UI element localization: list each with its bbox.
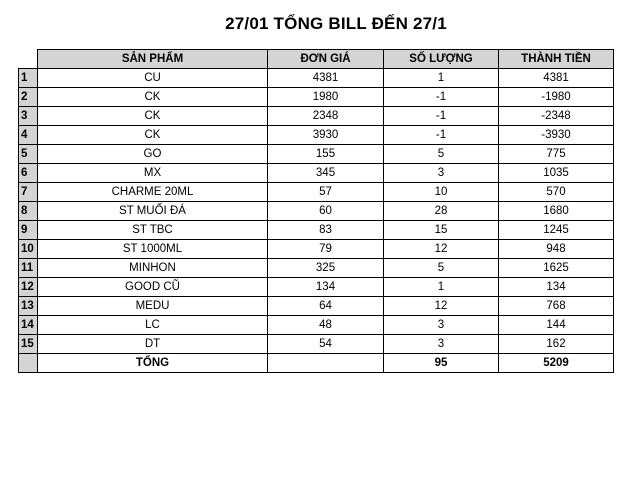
quantity-cell: -1 xyxy=(384,107,499,126)
row-number: 4 xyxy=(19,126,38,145)
quantity-cell: -1 xyxy=(384,126,499,145)
amount-cell: 4381 xyxy=(499,69,614,88)
price-cell: 345 xyxy=(268,164,384,183)
product-cell: CK xyxy=(38,126,268,145)
row-number: 10 xyxy=(19,240,38,259)
table-row xyxy=(19,202,614,221)
product-cell: GOOD CŨ xyxy=(38,278,268,297)
product-cell: CHARME 20ML xyxy=(38,183,268,202)
row-number-blank xyxy=(19,354,38,373)
quantity-cell: 5 xyxy=(384,259,499,278)
price-cell: 2348 xyxy=(268,107,384,126)
total-quantity: 95 xyxy=(384,354,499,373)
product-cell: CK xyxy=(38,88,268,107)
header-amount: THÀNH TIỀN xyxy=(499,50,614,69)
quantity-cell: 1 xyxy=(384,278,499,297)
amount-cell: 570 xyxy=(499,183,614,202)
amount-cell: 768 xyxy=(499,297,614,316)
price-cell: 134 xyxy=(268,278,384,297)
page-title: 27/01 TỔNG BILL ĐẾN 27/1 xyxy=(225,14,447,33)
amount-cell: -3930 xyxy=(499,126,614,145)
row-number: 6 xyxy=(19,164,38,183)
table-row xyxy=(19,278,614,297)
amount-cell: -2348 xyxy=(499,107,614,126)
amount-cell: 1245 xyxy=(499,221,614,240)
table-row xyxy=(19,259,614,278)
table-row xyxy=(19,221,614,240)
table-row xyxy=(19,126,614,145)
product-cell: ST MUỐI ĐÁ xyxy=(38,202,268,221)
product-cell: CU xyxy=(38,69,268,88)
product-cell: GO xyxy=(38,145,268,164)
price-cell: 79 xyxy=(268,240,384,259)
price-cell: 57 xyxy=(268,183,384,202)
table-row xyxy=(19,240,614,259)
corner-cell xyxy=(19,50,38,69)
amount-cell: 948 xyxy=(499,240,614,259)
row-number: 2 xyxy=(19,88,38,107)
price-cell: 4381 xyxy=(268,69,384,88)
quantity-cell: 3 xyxy=(384,164,499,183)
quantity-cell: 12 xyxy=(384,297,499,316)
row-number: 8 xyxy=(19,202,38,221)
quantity-cell: 10 xyxy=(384,183,499,202)
price-cell: 3930 xyxy=(268,126,384,145)
table-row xyxy=(19,316,614,335)
header-price: ĐƠN GIÁ xyxy=(268,50,384,69)
table-row xyxy=(19,164,614,183)
bill-table xyxy=(18,49,614,373)
price-cell: 60 xyxy=(268,202,384,221)
row-number: 13 xyxy=(19,297,38,316)
product-cell: ST TBC xyxy=(38,221,268,240)
quantity-cell: 1 xyxy=(384,69,499,88)
amount-cell: 1680 xyxy=(499,202,614,221)
row-number: 14 xyxy=(19,316,38,335)
table-row xyxy=(19,88,614,107)
price-cell: 155 xyxy=(268,145,384,164)
product-cell: LC xyxy=(38,316,268,335)
table-row xyxy=(19,145,614,164)
price-cell: 1980 xyxy=(268,88,384,107)
product-cell: MEDU xyxy=(38,297,268,316)
price-cell: 325 xyxy=(268,259,384,278)
quantity-cell: -1 xyxy=(384,88,499,107)
total-label: TỔNG xyxy=(38,354,268,373)
price-cell: 54 xyxy=(268,335,384,354)
amount-cell: 162 xyxy=(499,335,614,354)
table-row xyxy=(19,107,614,126)
header-row xyxy=(19,50,614,69)
total-price xyxy=(268,354,384,373)
amount-cell: 1625 xyxy=(499,259,614,278)
row-number: 15 xyxy=(19,335,38,354)
product-cell: MX xyxy=(38,164,268,183)
product-cell: ST 1000ML xyxy=(38,240,268,259)
header-quantity: SỐ LƯỢNG xyxy=(384,50,499,69)
amount-cell: 775 xyxy=(499,145,614,164)
quantity-cell: 3 xyxy=(384,316,499,335)
amount-cell: 1035 xyxy=(499,164,614,183)
row-number: 1 xyxy=(19,69,38,88)
price-cell: 83 xyxy=(268,221,384,240)
product-cell: DT xyxy=(38,335,268,354)
product-cell: MINHON xyxy=(38,259,268,278)
total-amount: 5209 xyxy=(499,354,614,373)
quantity-cell: 12 xyxy=(384,240,499,259)
quantity-cell: 5 xyxy=(384,145,499,164)
row-number: 3 xyxy=(19,107,38,126)
price-cell: 48 xyxy=(268,316,384,335)
row-number: 9 xyxy=(19,221,38,240)
total-row xyxy=(19,354,614,373)
amount-cell: -1980 xyxy=(499,88,614,107)
quantity-cell: 3 xyxy=(384,335,499,354)
table-row xyxy=(19,297,614,316)
row-number: 7 xyxy=(19,183,38,202)
row-number: 12 xyxy=(19,278,38,297)
price-cell: 64 xyxy=(268,297,384,316)
quantity-cell: 15 xyxy=(384,221,499,240)
amount-cell: 144 xyxy=(499,316,614,335)
header-product: SẢN PHẨM xyxy=(38,50,268,69)
table-row xyxy=(19,69,614,88)
row-number: 11 xyxy=(19,259,38,278)
quantity-cell: 28 xyxy=(384,202,499,221)
amount-cell: 134 xyxy=(499,278,614,297)
row-number: 5 xyxy=(19,145,38,164)
table-row xyxy=(19,183,614,202)
table-row xyxy=(19,335,614,354)
product-cell: CK xyxy=(38,107,268,126)
